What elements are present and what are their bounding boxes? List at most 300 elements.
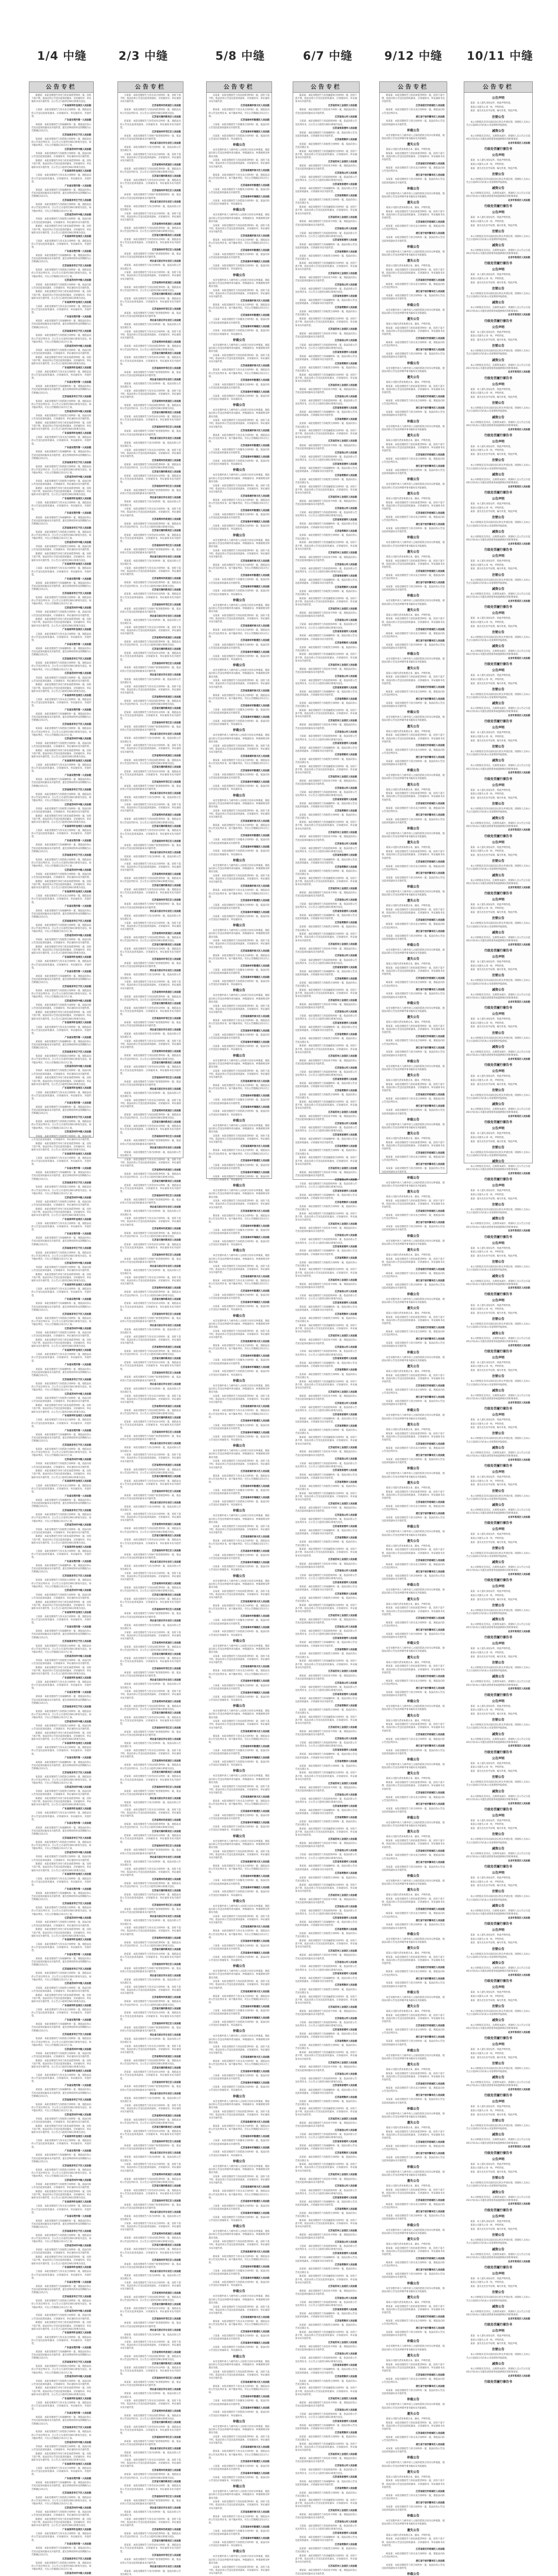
notice-paragraph: 吴某某：本院受理原告与你民间借贷纠纷一案，因你下落不明，依法向你公告送达起诉状副本、应诉通知书、举证通知书及开庭传票。 bbox=[209, 2306, 269, 2315]
section-heading: 注销公告 bbox=[492, 1145, 504, 1149]
notice-paragraph: 孙某某：本院受理原告与你财产损害赔偿纠纷一案，依法向你公告送达起诉状副本及开庭传票。 bbox=[120, 430, 181, 436]
notice-paragraph: 朱某某：本院受理原告与你合同纠纷一案，依法向你公告送达起诉状副本及开庭传票。 bbox=[382, 1866, 445, 1872]
notice-paragraph: 沈某某：本院受理原告与你租赁合同纠纷一案，依法向你公告送达裁定书。 bbox=[295, 1206, 357, 1212]
notice-paragraph: 王某某：本院受理原告与你服务合同纠纷一案，依法向你公告送达起诉状副本及开庭传票。 bbox=[209, 1944, 269, 1951]
issuing-court: 广东省深圳市龙岗区人民法院 bbox=[62, 432, 91, 435]
notice-paragraph: 韩某某：本院受理原告与你民间借贷纠纷一案，因你下落不明，依法向你公告送达起诉状副本、应诉通知书、举证通知书及开庭传票。 bbox=[382, 1083, 445, 1093]
issuing-court: 江苏省张家港市人民法院 bbox=[332, 1078, 357, 1081]
section-heading: 注销公告 bbox=[492, 1202, 504, 1207]
notice-paragraph: 李某某：本院受理原告与你租赁合同纠纷一案，依法向你公告送达起诉状副本、应诉通知书、举证通知书及开庭传票。 bbox=[31, 1070, 92, 1076]
section-heading: 遗失公告 bbox=[407, 1248, 419, 1252]
notice-paragraph: 某某：遗失出生医学证明，编号作废，特此声明。 bbox=[470, 110, 519, 113]
issuing-court: 江苏省泰州市海陵区人民法院 bbox=[241, 1496, 269, 1499]
notice-paragraph: 赵某某：本院受理原告与你劳动争议纠纷一案，现依法向你公告送达起诉状副本、应诉通知书、举证通知书及开庭传票。 bbox=[120, 179, 181, 189]
notice-paragraph: 褚某某：本院受理原告与你信用卡纠纷一案，现依法向你公告送达起诉状副本及开庭传票。 bbox=[295, 388, 357, 395]
issuing-court: 江苏省苏州市中级人民法院 bbox=[64, 1327, 91, 1330]
notice-paragraph: 陈建雷：本院受理原告李亮与你民间借贷纠纷一案，因你下落不明，依法向你公告送达起诉状副本、应诉通知书、举证通知书及开庭传票。自公告之日起经过60日即视为送达。 bbox=[31, 815, 92, 824]
issuing-court: 江苏省常州市武进区人民法院 bbox=[152, 636, 181, 639]
notice-paragraph: 本会受理申请人与被申请人之间的借款合同争议仲裁案，现依法向你公告送达仲裁申请书副本及开庭通知。 bbox=[382, 2520, 445, 2526]
issuing-court: 江苏省南京市江宁区人民法院 bbox=[62, 2164, 91, 2167]
issuing-court: 江苏省苏州市中级人民法院 bbox=[64, 541, 91, 544]
issuing-court: 江苏省泰州市海陵区人民法院 bbox=[241, 2082, 269, 2085]
notice-paragraph: 某某：遗失出生医学证明，编号作废，特此声明。 bbox=[470, 2056, 519, 2059]
notice-paragraph: 方某某：本院受理原告与你买卖合同纠纷一案，因你下落不明，依法向你公告送达起诉状副本、应诉通知书、举证通知书及开庭传票。 bbox=[120, 2518, 181, 2528]
issuing-court: 江苏省宿迁市宿城区人民法院 bbox=[416, 1094, 445, 1097]
section-heading: 仲裁公告 bbox=[407, 1641, 419, 1646]
notice-paragraph: 本公司经股东会决议拟向登记机关申请注销，请债权人自本公告之日起45日内向本公司清算组申报债权。 bbox=[466, 865, 531, 871]
issuing-court: 浙江省宁波市鄞州区人民法院 bbox=[416, 465, 445, 468]
issuing-court: 北京市某某区人民法院 bbox=[508, 1631, 530, 1634]
notice-paragraph: 本公司经股东会决议拟向登记机关申请注销，请债权人自本公告之日起45日内向本公司清算组申报债权。 bbox=[466, 2010, 531, 2016]
notice-paragraph: 某某公司遗失公章一枚，声明作废。 bbox=[470, 2224, 506, 2227]
notice-paragraph: 赵某某：本院受理原告与你劳动争议纠纷一案，现依法向你公告送达起诉状副本、应诉通知书、举证通知书及开庭传票。 bbox=[120, 1539, 181, 1548]
notice-paragraph: 某某公司遗失公章一枚，声明作废。 bbox=[470, 1709, 506, 1712]
notice-paragraph: 陈建雷：本院受理原告李亮与你民间借贷纠纷一案，因你下落不明，依法向你公告送达起诉状副本、应诉通知书、举证通知书及开庭传票。自公告之日起经过60日即视为送达。 bbox=[31, 553, 92, 562]
issuing-court: 江苏省常熟市人民法院 bbox=[335, 1145, 357, 1148]
notice-paragraph: 赵某某：本院受理原告与你劳动争议纠纷一案，现依法向你公告送达起诉状副本、应诉通知书、举证通知书及开庭传票。 bbox=[120, 1243, 181, 1253]
notice-paragraph: 本会受理申请人与被申请人之间的借款合同争议仲裁案，现依法向你公告送达仲裁申请书副本及开庭通知。 bbox=[382, 134, 445, 141]
issuing-court: 广东省深圳市龙岗区人民法院 bbox=[62, 1873, 91, 1876]
notice-paragraph: 本会受理申请人与被申请人之间的合同争议仲裁案，现依法向你公告送达仲裁申请书副本、仲裁通知书、仲裁规则及仲裁员名册。 bbox=[209, 2230, 269, 2240]
issuing-court: 江苏省常州市武进区人民法院 bbox=[152, 105, 181, 108]
issuing-court: 江苏省扬州市邗江区人民法院 bbox=[152, 2554, 181, 2557]
notice-paragraph: 某某：本人遗失身份证件，特此声明作废。 bbox=[470, 2106, 513, 2109]
issuing-court: 江苏省苏州工业园区人民法院 bbox=[328, 440, 357, 443]
section-heading: 公告声明 bbox=[492, 1814, 504, 1818]
notice-paragraph: 本会受理申请人与被申请人之间的借款合同争议仲裁案，现依法向你公告送达仲裁申请书副本及开庭通知。 bbox=[382, 367, 445, 373]
issuing-court: 江苏省泰州市海陵区人民法院 bbox=[241, 1236, 269, 1239]
issuing-court: 江苏省宿迁市宿城区人民法院 bbox=[416, 628, 445, 631]
issuing-court: 江苏省常熟市人民法院 bbox=[335, 2543, 357, 2546]
notice-paragraph: 某某：遗失出生医学证明，编号作废，特此声明。 bbox=[470, 969, 519, 972]
issuing-court: 河北省石家庄市长安区人民法院 bbox=[149, 1974, 181, 1977]
section-heading: 公告声明 bbox=[492, 1642, 504, 1646]
notice-paragraph: 冯某某：本院受理原告与你借款合同纠纷一案，依法向你公告送达应诉通知书、举证通知书。 bbox=[209, 850, 269, 856]
notice-paragraph: 某某公司遗失公章一枚，声明作废。 bbox=[470, 1079, 506, 1082]
section-heading: 遗失公告 bbox=[407, 1015, 419, 1020]
issuing-court: 江苏省常熟市人民法院 bbox=[335, 1537, 357, 1540]
notice-paragraph: 蒋某某：本院受理原告与你离婚纠纷一案，依法向你公告送达起诉状副本、应诉通知书及开庭传票。 bbox=[295, 691, 357, 697]
notice-paragraph: 王某某：本院受理原告与你服务合同纠纷一案，依法向你公告送达起诉状副本及开庭传票。 bbox=[209, 2075, 269, 2081]
issuing-court: 江苏省南京市江宁区人民法院 bbox=[62, 461, 91, 464]
notice-paragraph: 沈某某：本院受理原告与你租赁合同纠纷一案，依法向你公告送达裁定书。 bbox=[295, 2044, 357, 2050]
issuing-court: 江苏省常州市武进区人民法院 bbox=[152, 2114, 181, 2117]
notice-paragraph: 某某：遗失出生医学证明，编号作废，特此声明。 bbox=[470, 1770, 519, 1773]
issuing-court: 江苏省泰州市海陵区人民法院 bbox=[241, 1756, 269, 1759]
issuing-court: 广东省东莞市第一人民法院 bbox=[64, 971, 91, 974]
notice-paragraph: 本公司经股东会决议，注册资本减少，请债权人自公告之日起45日内向本公司提出清偿债务或提供相应的担保请求。 bbox=[466, 2024, 531, 2030]
notice-paragraph: 褚某某：本院受理原告与你信用卡纠纷一案，现依法向你公告送达起诉状副本及开庭传票。 bbox=[295, 2234, 357, 2240]
issuing-court: 北京市某某区人民法院 bbox=[508, 657, 530, 660]
notice-paragraph: 朱某某：本院受理原告与你合同纠纷一案，依法向你公告送达起诉状副本及开庭传票。 bbox=[382, 2215, 445, 2221]
issuing-court: 江苏省昆山市人民法院 bbox=[335, 116, 357, 119]
notice-paragraph: 张某某：本院受理原告与你借款合同纠纷一案，现依法向你公告送达判决书。自公告之日起经过60日即视为送达。如不服本判决，可在公告期满后15日内上诉。 bbox=[31, 1448, 91, 1458]
section-heading: 仲裁公告 bbox=[407, 827, 419, 831]
notice-paragraph: 某某公司遗失公章一枚，声明作废。 bbox=[470, 2281, 506, 2284]
notice-paragraph: 王某某：本院受理原告与你服务合同纠纷一案，依法向你公告送达起诉状副本及开庭传票。 bbox=[209, 1359, 269, 1365]
notice-paragraph: 韩某某：本院受理原告与你民间借贷纠纷一案，因你下落不明，依法向你公告送达起诉状副本、应诉通知书、举证通知书及开庭传票。 bbox=[382, 1898, 445, 1907]
issuing-court: 浙江省宁波市鄞州区人民法院 bbox=[416, 2560, 445, 2563]
notice-paragraph: 某某公司遗失公章一枚，声明作废。 bbox=[470, 163, 506, 166]
issuing-court: 江苏省无锡市新吴区人民法院 bbox=[152, 2539, 181, 2543]
notice-paragraph: 本会受理申请人与被申请人之间的合同争议仲裁案，现依法向你公告送达仲裁申请书副本、仲裁通知书、仲裁规则及仲裁员名册。 bbox=[209, 474, 269, 483]
notice-paragraph: 刘某某：本院受理原告与你离婚纠纷一案，现依法向你公告送达起诉状副本及开庭传票。提出答辩状和举证的期限为公告期满后15日内。 bbox=[31, 2482, 92, 2491]
notice-paragraph: 周某某：本院受理原告与你合同纠纷一案，依法向你公告送达裁定书。 bbox=[120, 324, 181, 330]
section-heading: 遗失公告 bbox=[407, 317, 419, 321]
notice-paragraph: 韩某某：本院受理原告与你民间借贷纠纷一案，因你下落不明，依法向你公告送达起诉状副本、应诉通知书、举证通知书及开庭传票。 bbox=[382, 385, 445, 395]
notice-paragraph: 郑某某：本院受理原告与你买卖合同纠纷一案，现依法向你公告送达判决书。如不服本判决，可在公告期满后15日内上诉。 bbox=[209, 629, 269, 638]
issuing-court: 江苏省扬州市邗江区人民法院 bbox=[152, 1726, 181, 1730]
notice-paragraph: 刘某某：本院受理原告与你离婚纠纷一案，现依法向你公告送达起诉状副本及开庭传票。提出答辩状和举证的期限为公告期满后15日内。 bbox=[31, 582, 92, 591]
notice-paragraph: 郑某某：本院受理原告与你买卖合同纠纷一案，现依法向你公告送达判决书。如不服本判决，可在公告期满后15日内上诉。 bbox=[209, 1930, 269, 1939]
notice-paragraph: 褚某某：本院受理原告与你信用卡纠纷一案，现依法向你公告送达起诉状副本及开庭传票。 bbox=[295, 947, 357, 954]
notice-paragraph: 本公司经股东会决议，注册资本减少，请债权人自公告之日起45日内向本公司提出清偿债务或提供相应的担保请求。 bbox=[466, 535, 531, 542]
notice-paragraph: 某某：遗失出生医学证明，编号作废，特此声明。 bbox=[470, 1484, 519, 1487]
issuing-court: 江苏省苏州市中级人民法院 bbox=[64, 1131, 91, 1134]
notice-paragraph: 周某某：本院受理原告与你合同纠纷一案，依法向你公告送达裁定书。 bbox=[120, 914, 181, 921]
issuing-court: 江苏省苏州市中级人民法院 bbox=[64, 1065, 91, 1069]
issuing-court: 江苏省苏州工业园区人民法院 bbox=[328, 887, 357, 890]
issuing-court: 江苏省苏州工业园区人民法院 bbox=[328, 2397, 357, 2400]
issuing-court: 江苏省常熟市人民法院 bbox=[335, 2096, 357, 2099]
notice-paragraph: 赵某某：本院受理原告与你劳动争议纠纷一案，现依法向你公告送达起诉状副本、应诉通知书、举证通知书及开庭传票。 bbox=[120, 1007, 181, 1016]
notice-paragraph: 孙某某：本院受理原告与你财产损害赔偿纠纷一案，依法向你公告送达起诉状副本及开庭传票。 bbox=[120, 1376, 181, 1382]
notice-paragraph: 陈建雷：本院受理原告李亮与你民间借贷纠纷一案，因你下落不明，依法向你公告送达起诉状副本、应诉通知书、举证通知书及开庭传票。自公告之日起经过60日即视为送达。 bbox=[31, 684, 92, 693]
notice-paragraph: 冯某某：本院受理原告与你借款合同纠纷一案，依法向你公告送达应诉通知书、举证通知书。 bbox=[209, 2411, 269, 2417]
notice-paragraph: 某某：本人遗失身份证件，特此声明作废。 bbox=[470, 2048, 513, 2052]
issuing-court: 江苏省常熟市人民法院 bbox=[335, 194, 357, 197]
notice-paragraph: 王某某：本院受理原告与你买卖合同纠纷一案，现依法向你公告送达起诉状副本、应诉通知书、举证通知书、开庭传票。 bbox=[31, 174, 91, 183]
notice-paragraph: 李某某：本院受理原告与你租赁合同纠纷一案，依法向你公告送达起诉状副本、应诉通知书、举证通知书及开庭传票。 bbox=[31, 1921, 92, 1927]
issuing-court: 河北省石家庄市长安区人民法院 bbox=[149, 1738, 181, 1741]
notice-paragraph: 李某某：本院受理原告与你租赁合同纠纷一案，依法向你公告送达起诉状副本、应诉通知书、举证通知书及开庭传票。 bbox=[31, 939, 92, 945]
notice-paragraph: 王某某：本院受理原告与你服务合同纠纷一案，依法向你公告送达起诉状副本及开庭传票。 bbox=[209, 448, 269, 455]
issuing-court: 广东省深圳市龙岗区人民法院 bbox=[62, 1087, 91, 1090]
notice-paragraph: 王某某：本院受理原告与你买卖合同纠纷一案，现依法向你公告送达起诉状副本、应诉通知书、举证通知书、开庭传票。 bbox=[31, 1550, 91, 1560]
notice-paragraph: 李某某：本院受理原告与你租赁合同纠纷一案，依法向你公告送达起诉状副本、应诉通知书、举证通知书及开庭传票。 bbox=[31, 283, 92, 290]
notice-paragraph: 朱某某：本院受理原告与你合同纠纷一案，依法向你公告送达起诉状副本及开庭传票。 bbox=[382, 1982, 445, 1988]
issuing-court: 江苏省泰州市海陵区人民法院 bbox=[241, 1106, 269, 1109]
issuing-court: 江苏省常熟市人民法院 bbox=[335, 1425, 357, 1428]
notice-paragraph: 方某某：本院受理原告与你买卖合同纠纷一案，因你下落不明，依法向你公告送达起诉状副本、应诉通知书、举证通知书及开庭传票。 bbox=[120, 1335, 181, 1345]
notice-paragraph: 本公司经股东会决议，注册资本减少，请债权人自公告之日起45日内向本公司提出清偿债务或提供相应的担保请求。 bbox=[466, 2253, 531, 2259]
notice-paragraph: 蒋某某：本院受理原告与你离婚纠纷一案，依法向你公告送达起诉状副本、应诉通知书及开庭传票。 bbox=[295, 131, 357, 138]
notice-paragraph: 徐某某：本院受理原告与你民间借贷纠纷一案，现依法向你公告送达判决书。自公告之日起经过60日即视为送达。 bbox=[120, 2533, 181, 2539]
section-heading: 遗失公告 bbox=[407, 666, 419, 670]
notice-paragraph: 郑某某：本院受理原告与你买卖合同纠纷一案，现依法向你公告送达判决书。如不服本判决，可在公告期满后15日内上诉。 bbox=[209, 2515, 269, 2524]
issuing-court: 浙江省宁波市鄞州区人民法院 bbox=[416, 1396, 445, 1399]
notice-paragraph: 本会受理申请人与被申请人之间的合同争议仲裁案，现依法向你公告送达仲裁申请书副本、仲裁通知书、仲裁规则及仲裁员名册。 bbox=[209, 149, 269, 158]
issuing-court: 江苏省常熟市人民法院 bbox=[335, 754, 357, 757]
issuing-court: 广东省深圳市龙岗区人民法院 bbox=[62, 1808, 91, 1811]
notice-paragraph: 郑某某：本院受理原告与你买卖合同纠纷一案，现依法向你公告送达判决书。如不服本判决，可在公告期满后15日内上诉。 bbox=[209, 109, 269, 118]
section-heading: 仲裁公告 bbox=[232, 2094, 245, 2098]
section-heading: 公告声明 bbox=[492, 612, 504, 616]
issuing-court: 江苏省常熟市人民法院 bbox=[335, 2431, 357, 2434]
notice-paragraph: 卫某某：本院受理原告与你追偿权纠纷一案，依法向你公告送达判决书。自公告之日起经过60日即视为送达。 bbox=[295, 1574, 357, 1580]
issuing-court: 广东省深圳市龙岗区人民法院 bbox=[62, 1022, 91, 1025]
issuing-court: 北京市某某区人民法院 bbox=[508, 543, 530, 546]
notice-paragraph: 杨某某：本院受理原告与你买卖合同纠纷一案，现依法向你公告送达判决书。 bbox=[382, 1854, 445, 1860]
section-heading: 注销公告 bbox=[492, 1718, 504, 1722]
notice-paragraph: 卫某某：本院受理原告与你追偿权纠纷一案，依法向你公告送达判决书。自公告之日起经过60日即视为送达。 bbox=[295, 623, 357, 630]
issuing-court: 江苏省常熟市人民法院 bbox=[335, 866, 357, 869]
section-heading: 仲裁公告 bbox=[232, 2550, 245, 2554]
notice-paragraph: 沈某某：本院受理原告与你租赁合同纠纷一案，依法向你公告送达裁定书。 bbox=[295, 2268, 357, 2274]
notice-paragraph: 某某公司遗失营业执照正本、副本，声明作废。 bbox=[386, 265, 433, 268]
issuing-court: 北京市某某区人民法院 bbox=[508, 2203, 530, 2206]
notice-paragraph: 陈某某：本院受理原告与你金融借款合同纠纷一案，因你下落不明，依法向你公告送达起诉状副本、应诉通知书、举证通知书及开庭传票。 bbox=[295, 1940, 357, 1949]
notice-paragraph: 蒋某某：本院受理原告与你离婚纠纷一案，依法向你公告送达起诉状副本、应诉通知书及开庭传票。 bbox=[295, 2200, 357, 2207]
issuing-court: 广东省东莞市第一人民法院 bbox=[64, 1495, 91, 1498]
issuing-court: 江苏省泰州市海陵区人民法院 bbox=[241, 195, 269, 198]
issuing-court: 江苏省徐州市鼓楼区人民法院 bbox=[241, 184, 269, 187]
notice-strip bbox=[464, 81, 533, 2384]
issuing-court: 广东省深圳市龙岗区人民法院 bbox=[62, 235, 91, 239]
issuing-court: 北京市某某区人民法院 bbox=[508, 2317, 530, 2320]
notice-paragraph: 郑某某：本院受理原告与你买卖合同纠纷一案，现依法向你公告送达判决书。如不服本判决，可在公告期满后15日内上诉。 bbox=[209, 2450, 269, 2460]
notice-paragraph: 孙某某：本院受理原告与你财产损害赔偿纠纷一案，依法向你公告送达起诉状副本及开庭传票。 bbox=[120, 1967, 181, 1974]
notice-paragraph: 王某某：本院受理原告与你买卖合同纠纷一案，现依法向你公告送达起诉状副本、应诉通知书、举证通知书、开庭传票。 bbox=[31, 305, 91, 315]
issuing-court: 江苏省昆山市人民法院 bbox=[335, 2073, 357, 2076]
notice-paragraph: 赵某某：本院受理原告与你劳动争议纠纷一案，现依法向你公告送达起诉状副本、应诉通知书、举证通知书及开庭传票。 bbox=[120, 1184, 181, 1194]
issuing-court: 江苏省徐州市鼓楼区人民法院 bbox=[241, 1810, 269, 1813]
issuing-court: 江苏省泰州市海陵区人民法院 bbox=[241, 2537, 269, 2540]
notice-paragraph: 本公司经股东会决议拟向登记机关申请注销，请债权人自本公告之日起45日内向本公司清算组申报债权。 bbox=[466, 1323, 531, 1329]
issuing-court: 河北省石家庄市长安区人民法院 bbox=[149, 1028, 181, 1031]
notice-paragraph: 赵某某：本院受理原告与你劳动争议纠纷一案，现依法向你公告送达起诉状副本、应诉通知书、举证通知书及开庭传票。 bbox=[120, 1953, 181, 1962]
notice-paragraph: 卫某某：本院受理原告与你追偿权纠纷一案，依法向你公告送达判决书。自公告之日起经过60日即视为送达。 bbox=[295, 1686, 357, 1692]
notice-paragraph: 杨某某：本院受理原告与你买卖合同纠纷一案，现依法向你公告送达判决书。 bbox=[382, 865, 445, 871]
notice-paragraph: 本公司经股东会决议，注册资本减少，请债权人自公告之日起45日内向本公司提出清偿债务或提供相应的担保请求。 bbox=[466, 192, 531, 198]
notice-paragraph: 褚某某：本院受理原告与你信用卡纠纷一案，现依法向你公告送达起诉状副本及开庭传票。 bbox=[295, 1674, 357, 1681]
issuing-court: 江苏省南通市崇川区人民法院 bbox=[241, 820, 269, 823]
section-heading: 仲裁公告 bbox=[407, 1816, 419, 1820]
notice-paragraph: 本会受理申请人与被申请人之间的借款合同争议仲裁案，现依法向你公告送达仲裁申请书副本及开庭通知。 bbox=[382, 833, 445, 839]
notice-paragraph: 本公司经股东会决议拟向登记机关申请注销，请债权人自本公告之日起45日内向本公司清算组申报债权。 bbox=[466, 2182, 531, 2188]
notice-paragraph: 某某：本人遗失身份证件，特此声明作废。 bbox=[470, 1132, 513, 1136]
notice-paragraph: 褚某某：本院受理原告与你信用卡纠纷一案，现依法向你公告送达起诉状副本及开庭传票。 bbox=[295, 556, 357, 562]
notice-paragraph: 沈某某：本院受理原告与你租赁合同纠纷一案，依法向你公告送达裁定书。 bbox=[295, 1373, 357, 1379]
notice-paragraph: 郑某某：本院受理原告与你买卖合同纠纷一案，现依法向你公告送达判决书。如不服本判决，可在公告期满后15日内上诉。 bbox=[209, 2255, 269, 2264]
notice-paragraph: 蒋某某：本院受理原告与你离婚纠纷一案，依法向你公告送达起诉状副本、应诉通知书及开庭传票。 bbox=[295, 2480, 357, 2486]
notice-paragraph: 刘某某：本院受理原告与你离婚纠纷一案，现依法向你公告送达起诉状副本及开庭传票。提出答辩状和举证的期限为公告期满后15日内。 bbox=[31, 189, 92, 198]
issuing-court: 江苏省苏州市中级人民法院 bbox=[64, 279, 91, 282]
issuing-court: 江苏省常熟市人民法院 bbox=[335, 1704, 357, 1707]
issuing-court: 江苏省苏州工业园区人民法院 bbox=[328, 1167, 357, 1170]
section-heading: 行政处罚履行催告书 bbox=[484, 2037, 512, 2041]
section-heading: 注销公告 bbox=[492, 2348, 504, 2352]
issuing-court: 江苏省南通市崇川区人民法院 bbox=[241, 1145, 269, 1148]
notice-paragraph: 本会受理申请人与被申请人之间的合同争议仲裁案，现依法向你公告送达仲裁申请书副本、仲裁通知书、仲裁规则及仲裁员名册。 bbox=[209, 344, 269, 353]
section-heading: 仲裁公告 bbox=[407, 594, 419, 598]
notice-paragraph: 吴某某：本院受理原告与你民间借贷纠纷一案，因你下落不明，依法向你公告送达起诉状副本、应诉通知书、举证通知书及开庭传票。 bbox=[209, 680, 269, 689]
notice-paragraph: 朱某某：本院受理原告与你合同纠纷一案，依法向你公告送达起诉状副本及开庭传票。 bbox=[382, 1109, 445, 1115]
issuing-court: 江苏省泰州市海陵区人民法院 bbox=[241, 391, 269, 394]
notice-paragraph: 沈某某：本院受理原告与你租赁合同纠纷一案，依法向你公告送达裁定书。 bbox=[295, 814, 357, 820]
notice-paragraph: 褚某某：本院受理原告与你信用卡纠纷一案，现依法向你公告送达起诉状副本及开庭传票。 bbox=[295, 109, 357, 115]
notice-paragraph: 孙某某：本院受理原告与你财产损害赔偿纠纷一案，依法向你公告送达起诉状副本及开庭传票。 bbox=[120, 1908, 181, 1914]
notice-paragraph: 蒋某某：本院受理原告与你离婚纠纷一案，依法向你公告送达起诉状副本、应诉通知书及开庭传票。 bbox=[295, 1362, 357, 1368]
section-heading: 仲裁公告 bbox=[232, 2354, 245, 2359]
issuing-court: 江苏省南京市江宁区人民法院 bbox=[62, 1640, 91, 1643]
notice-paragraph: 某某公司遗失营业执照正本、副本，声明作废。 bbox=[386, 672, 433, 675]
issuing-court: 江苏省昆山市人民法院 bbox=[335, 2297, 357, 2300]
notice-paragraph: 赵某某：本院受理原告与你劳动争议纠纷一案，现依法向你公告送达起诉状副本、应诉通知书、举证通知书及开庭传票。 bbox=[120, 238, 181, 248]
issuing-court: 江苏省徐州市鼓楼区人民法院 bbox=[241, 379, 269, 382]
strip-body-text bbox=[380, 93, 447, 2576]
notice-paragraph: 冯某某：本院受理原告与你借款合同纠纷一案，依法向你公告送达应诉通知书、举证通知书。 bbox=[209, 199, 269, 206]
notice-paragraph: 冯某某：本院受理原告与你借款合同纠纷一案，依法向你公告送达应诉通知书、举证通知书。 bbox=[209, 1435, 269, 1442]
notice-paragraph: 周某某：本院受理原告与你合同纠纷一案，依法向你公告送达裁定书。 bbox=[120, 382, 181, 389]
notice-paragraph: 韩某某：本院受理原告与你民间借贷纠纷一案，因你下落不明，依法向你公告送达起诉状副本、应诉通知书、举证通知书及开庭传票。 bbox=[382, 560, 445, 569]
notice-paragraph: 某某：遗失出生医学证明，编号作废，特此声明。 bbox=[470, 1598, 519, 1601]
notice-paragraph: 某某公司遗失营业执照正本、副本，声明作废。 bbox=[386, 439, 433, 442]
issuing-court: 江苏省徐州市鼓楼区人民法院 bbox=[241, 2005, 269, 2008]
notice-paragraph: 孙某某：本院受理原告与你财产损害赔偿纠纷一案，依法向你公告送达起诉状副本及开庭传票。 bbox=[120, 2263, 181, 2269]
notice-paragraph: 蒋某某：本院受理原告与你离婚纠纷一案，依法向你公告送达起诉状副本、应诉通知书及开庭传票。 bbox=[295, 1530, 357, 1536]
notice-paragraph: 刘某某：本院受理原告与你离婚纠纷一案，现依法向你公告送达起诉状副本及开庭传票。提出答辩状和举证的期限为公告期满后15日内。 bbox=[31, 2219, 92, 2229]
section-heading: 注销公告 bbox=[492, 1432, 504, 1436]
notice-paragraph: 周某某：本院受理原告与你合同纠纷一案，依法向你公告送达裁定书。 bbox=[120, 737, 181, 743]
issuing-court: 广东省深圳市龙岗区人民法院 bbox=[62, 2397, 91, 2400]
notice-paragraph: 蒋某某：本院受理原告与你离婚纠纷一案，依法向你公告送达起诉状副本、应诉通知书及开庭传票。 bbox=[295, 1697, 357, 1704]
issuing-court: 广东省东莞市第一人民法院 bbox=[64, 1429, 91, 1432]
notice-paragraph: 王某某：本院受理原告与你买卖合同纠纷一案，现依法向你公告送达起诉状副本、应诉通知书、举证通知书、开庭传票。 bbox=[31, 1288, 91, 1297]
issuing-court: 江苏省苏州市中级人民法院 bbox=[64, 148, 91, 151]
notice-paragraph: 张某某：本院受理原告与你借款合同纠纷一案，现依法向你公告送达判决书。自公告之日起经过60日即视为送达。如不服本判决，可在公告期满后15日内上诉。 bbox=[31, 924, 91, 934]
section-heading: 减资公告 bbox=[492, 2019, 504, 2023]
issuing-court: 广东省东莞市第一人民法院 bbox=[64, 1167, 91, 1170]
notice-paragraph: 王某某：本院受理原告与你买卖合同纠纷一案，现依法向你公告送达起诉状副本、应诉通知书、举证通知书、开庭传票。 bbox=[31, 2270, 91, 2280]
strip-body-text bbox=[118, 93, 183, 2576]
issuing-court: 江苏省泰州市海陵区人民法院 bbox=[241, 326, 269, 329]
notice-paragraph: 某某公司遗失公章一枚，声明作废。 bbox=[470, 278, 506, 281]
issuing-court: 江苏省苏州工业园区人民法院 bbox=[328, 1502, 357, 1505]
notice-paragraph: 某某公司遗失公章一枚，声明作废。 bbox=[470, 793, 506, 796]
notice-paragraph: 徐某某：本院受理原告与你民间借贷纠纷一案，现依法向你公告送达判决书。自公告之日起经过60日即视为送达。 bbox=[120, 2355, 181, 2362]
notice-paragraph: 韩某某：本院受理原告与你民间借贷纠纷一案，因你下落不明，依法向你公告送达起诉状副本、应诉通知书、举证通知书及开庭传票。 bbox=[382, 792, 445, 802]
notice-paragraph: 卫某某：本院受理原告与你追偿权纠纷一案，依法向你公告送达判决书。自公告之日起经过60日即视为送达。 bbox=[295, 959, 357, 965]
issuing-court: 江苏省昆山市人民法院 bbox=[335, 228, 357, 231]
notice-paragraph: 某某：本人遗失身份证件，特此声明作废。 bbox=[470, 331, 513, 334]
notice-paragraph: 本公司经股东会决议，注册资本减少，请债权人自公告之日起45日内向本公司提出清偿债务或提供相应的担保请求。 bbox=[466, 478, 531, 484]
notice-paragraph: 韩某某：本院受理原告与你民间借贷纠纷一案，因你下落不明，依法向你公告送达起诉状副本、应诉通知书、举证通知书及开庭传票。 bbox=[382, 1723, 445, 1733]
notice-paragraph: 周某某：本院受理原告与你合同纠纷一案，依法向你公告送达裁定书。 bbox=[120, 678, 181, 684]
notice-paragraph: 朱某某：本院受理原告与你合同纠纷一案，依法向你公告送达起诉状副本及开庭传票。 bbox=[382, 702, 445, 708]
issuing-court: 江苏省宿迁市宿城区人民法院 bbox=[416, 1384, 445, 1387]
issuing-court: 江苏省泰州市海陵区人民法院 bbox=[241, 2212, 269, 2215]
issuing-court: 江苏省无锡市新吴区人民法院 bbox=[152, 2008, 181, 2011]
notice-paragraph: 本会受理申请人与被申请人之间的借款合同争议仲裁案，现依法向你公告送达仲裁申请书副本及开庭通知。 bbox=[382, 2229, 445, 2235]
notice-paragraph: 本会受理申请人与被申请人之间的借款合同争议仲裁案，现依法向你公告送达仲裁申请书副本及开庭通知。 bbox=[382, 2287, 445, 2293]
notice-paragraph: 赵某某：本院受理原告与你劳动争议纠纷一案，现依法向你公告送达起诉状副本、应诉通知书、举证通知书及开庭传票。 bbox=[120, 1125, 181, 1134]
notice-paragraph: 方某某：本院受理原告与你买卖合同纠纷一案，因你下落不明，依法向你公告送达起诉状副本、应诉通知书、举证通知书及开庭传票。 bbox=[120, 1454, 181, 1463]
notice-paragraph: 某某：遗失出生医学证明，编号作废，特此声明。 bbox=[470, 911, 519, 914]
issuing-court: 广东省深圳市龙岗区人民法院 bbox=[62, 2332, 91, 2335]
notice-paragraph: 蒋某某：本院受理原告与你离婚纠纷一案，依法向你公告送达起诉状副本、应诉通知书及开庭传票。 bbox=[295, 1809, 357, 1816]
issuing-court: 江苏省泰州市海陵区人民法院 bbox=[241, 976, 269, 979]
notice-paragraph: 褚某某：本院受理原告与你信用卡纠纷一案，现依法向你公告送达起诉状副本及开庭传票。 bbox=[295, 1339, 357, 1345]
section-heading: 公告声明 bbox=[492, 783, 504, 787]
notice-paragraph: 卫某某：本院受理原告与你追偿权纠纷一案，依法向你公告送达判决书。自公告之日起经过60日即视为送达。 bbox=[295, 176, 357, 182]
notice-paragraph: 刘某某：本院受理原告与你离婚纠纷一案，现依法向你公告送达起诉状副本及开庭传票。提出答辩状和举证的期限为公告期满后15日内。 bbox=[31, 1433, 92, 1443]
issuing-court: 江苏省张家港市人民法院 bbox=[332, 1917, 357, 1920]
notice-paragraph: 李某某：本院受理原告与你租赁合同纠纷一案，依法向你公告送达起诉状副本、应诉通知书、举证通知书及开庭传票。 bbox=[31, 1463, 92, 1469]
issuing-court: 江苏省苏州工业园区人民法院 bbox=[328, 1391, 357, 1394]
issuing-court: 江苏省无锡市新吴区人民法院 bbox=[152, 1948, 181, 1952]
issuing-court: 北京市某某区人民法院 bbox=[508, 2089, 530, 2092]
notice-paragraph: 杨某某：本院受理原告与你买卖合同纠纷一案，现依法向你公告送达判决书。 bbox=[382, 225, 445, 231]
notice-paragraph: 本公司经股东会决议拟向登记机关申请注销，请债权人自本公告之日起45日内向本公司清算组申报债权。 bbox=[466, 1724, 531, 1730]
notice-paragraph: 赵某某：本院受理原告与你劳动争议纠纷一案，现依法向你公告送达起诉状副本、应诉通知书、举证通知书及开庭传票。 bbox=[120, 416, 181, 425]
issuing-court: 江苏省常熟市人民法院 bbox=[335, 1257, 357, 1260]
issuing-court: 江苏省宿迁市宿城区人民法院 bbox=[416, 2432, 445, 2435]
issuing-court: 江苏省南京市江宁区人民法院 bbox=[62, 657, 91, 660]
issuing-court: 江苏省扬州市邗江区人民法院 bbox=[152, 308, 181, 311]
section-heading: 减资公告 bbox=[492, 2247, 504, 2251]
notice-paragraph: 李某某：本院受理原告与你租赁合同纠纷一案，依法向你公告送达起诉状副本、应诉通知书、举证通知书及开庭传票。 bbox=[31, 480, 92, 486]
notice-paragraph: 徐某某：本院受理原告与你民间借贷纠纷一案，现依法向你公告送达判决书。自公告之日起经过60日即视为送达。 bbox=[120, 1291, 181, 1297]
notice-paragraph: 张某某：本院受理原告与你借款合同纠纷一案，现依法向你公告送达判决书。自公告之日起经过60日即视为送达。如不服本判决，可在公告期满后15日内上诉。 bbox=[31, 269, 91, 278]
notice-paragraph: 郑某某：本院受理原告与你买卖合同纠纷一案，现依法向你公告送达判决书。如不服本判决，可在公告期满后15日内上诉。 bbox=[209, 304, 269, 313]
notice-paragraph: 郑某某：本院受理原告与你买卖合同纠纷一案，现依法向你公告送达判决书。如不服本判决，可在公告期满后15日内上诉。 bbox=[209, 1475, 269, 1484]
notice-paragraph: 韩某某：本院受理原告与你民间借贷纠纷一案，因你下落不明，依法向你公告送达起诉状副本、应诉通知书、举证通知书及开庭传票。 bbox=[382, 1490, 445, 1500]
notice-paragraph: 褚某某：本院受理原告与你信用卡纠纷一案，现依法向你公告送达起诉状副本及开庭传票。 bbox=[295, 444, 357, 450]
issuing-court: 河北省石家庄市长安区人民法院 bbox=[149, 260, 181, 263]
notice-paragraph: 吴某某：本院受理原告与你民间借贷纠纷一案，因你下落不明，依法向你公告送达起诉状副本、应诉通知书、举证通知书及开庭传票。 bbox=[209, 1135, 269, 1144]
issuing-court: 江苏省扬州市邗江区人民法院 bbox=[152, 781, 181, 784]
notice-paragraph: 刘某某：本院受理原告与你离婚纠纷一案，现依法向你公告送达起诉状副本及开庭传票。提出答辩状和举证的期限为公告期满后15日内。 bbox=[31, 254, 92, 264]
issuing-court: 江苏省张家港市人民法院 bbox=[332, 183, 357, 186]
issuing-court: 江苏省徐州市鼓楼区人民法院 bbox=[241, 769, 269, 772]
notice-paragraph: 陈某某：本院受理原告与你金融借款合同纠纷一案，因你下落不明，依法向你公告送达起诉状副本、应诉通知书、举证通知书及开庭传票。 bbox=[295, 1325, 357, 1334]
issuing-court: 江苏省南京市江宁区人民法院 bbox=[62, 723, 91, 726]
section-heading: 减资公告 bbox=[492, 1274, 504, 1278]
issuing-court: 江苏省宿迁市宿城区人民法院 bbox=[416, 2374, 445, 2377]
notice-paragraph: 陈某某：本院受理原告与你金融借款合同纠纷一案，因你下落不明，依法向你公告送达起诉状副本、应诉通知书、举证通知书及开庭传票。 bbox=[295, 821, 357, 831]
notice-paragraph: 卫某某：本院受理原告与你追偿权纠纷一案，依法向你公告送达判决书。自公告之日起经过60日即视为送达。 bbox=[295, 2469, 357, 2475]
section-heading: 遗失公告 bbox=[407, 375, 419, 379]
notice-paragraph: 陈某某：本院受理原告与你金融借款合同纠纷一案，因你下落不明，依法向你公告送达起诉状副本、应诉通知书、举证通知书及开庭传票。 bbox=[295, 709, 357, 719]
notice-paragraph: 陈某某：本院受理原告与你金融借款合同纠纷一案，因你下落不明，依法向你公告送达起诉状副本、应诉通知书、举证通知书及开庭传票。 bbox=[295, 1772, 357, 1781]
notice-paragraph: 本公司经股东会决议拟向登记机关申请注销，请债权人自本公告之日起45日内向本公司清算组申报债权。 bbox=[466, 979, 531, 986]
notice-paragraph: 本公司经股东会决议拟向登记机关申请注销，请债权人自本公告之日起45日内向本公司清算组申报债权。 bbox=[466, 1208, 531, 1215]
notice-paragraph: 郑某某：本院受理原告与你买卖合同纠纷一案，现依法向你公告送达判决书。如不服本判决，可在公告期满后15日内上诉。 bbox=[209, 889, 269, 899]
notice-paragraph: 陈建雷：本院受理原告李亮与你民间借贷纠纷一案，因你下落不明，依法向你公告送达起诉状副本、应诉通知书、举证通知书及开庭传票。自公告之日起经过60日即视为送达。 bbox=[31, 1863, 92, 1872]
issuing-court: 江苏省苏州市中级人民法院 bbox=[64, 2376, 91, 2379]
issuing-court: 江苏省徐州市鼓楼区人民法院 bbox=[241, 2330, 269, 2333]
notice-paragraph: 褚某某：本院受理原告与你信用卡纠纷一案，现依法向你公告送达起诉状副本及开庭传票。 bbox=[295, 1004, 357, 1010]
notice-paragraph: 郑某某：本院受理原告与你买卖合同纠纷一案，现依法向你公告送达判决书。如不服本判决，可在公告期满后15日内上诉。 bbox=[209, 824, 269, 834]
notice-paragraph: 李某某：本院受理原告与你租赁合同纠纷一案，依法向你公告送达起诉状副本、应诉通知书、举证通知书及开庭传票。 bbox=[31, 1659, 92, 1666]
notice-paragraph: 郑某某：本院受理原告与你买卖合同纠纷一案，现依法向你公告送达判决书。如不服本判决，可在公告期满后15日内上诉。 bbox=[209, 434, 269, 443]
section-heading: 行政处罚履行催告书 bbox=[484, 1006, 512, 1010]
notice-paragraph: 方某某：本院受理原告与你买卖合同纠纷一案，因你下落不明，依法向你公告送达起诉状副本、应诉通知书、举证通知书及开庭传票。 bbox=[120, 2341, 181, 2350]
issuing-court: 江苏省昆山市人民法院 bbox=[335, 340, 357, 343]
section-heading: 仲裁公告 bbox=[232, 664, 245, 668]
issuing-court: 江苏省宿迁市宿城区人民法院 bbox=[416, 1326, 445, 1329]
issuing-court: 广东省东莞市第一人民法院 bbox=[64, 512, 91, 515]
issuing-court: 江苏省南京市江宁区人民法院 bbox=[62, 1510, 91, 1513]
issuing-court: 北京市某某区人民法院 bbox=[508, 199, 530, 202]
issuing-court: 北京市某某区人民法院 bbox=[508, 715, 530, 718]
issuing-court: 江苏省苏州市中级人民法院 bbox=[64, 2506, 91, 2510]
notice-paragraph: 某某公司遗失公章一枚，声明作废。 bbox=[470, 621, 506, 624]
notice-paragraph: 韩某某：本院受理原告与你民间借贷纠纷一案，因你下落不明，依法向你公告送达起诉状副本、应诉通知书、举证通知书及开庭传票。 bbox=[382, 1549, 445, 1558]
issuing-court: 江苏省昆山市人民法院 bbox=[335, 563, 357, 566]
notice-paragraph: 某某：本人遗失身份证件，特此声明作废。 bbox=[470, 1934, 513, 1937]
